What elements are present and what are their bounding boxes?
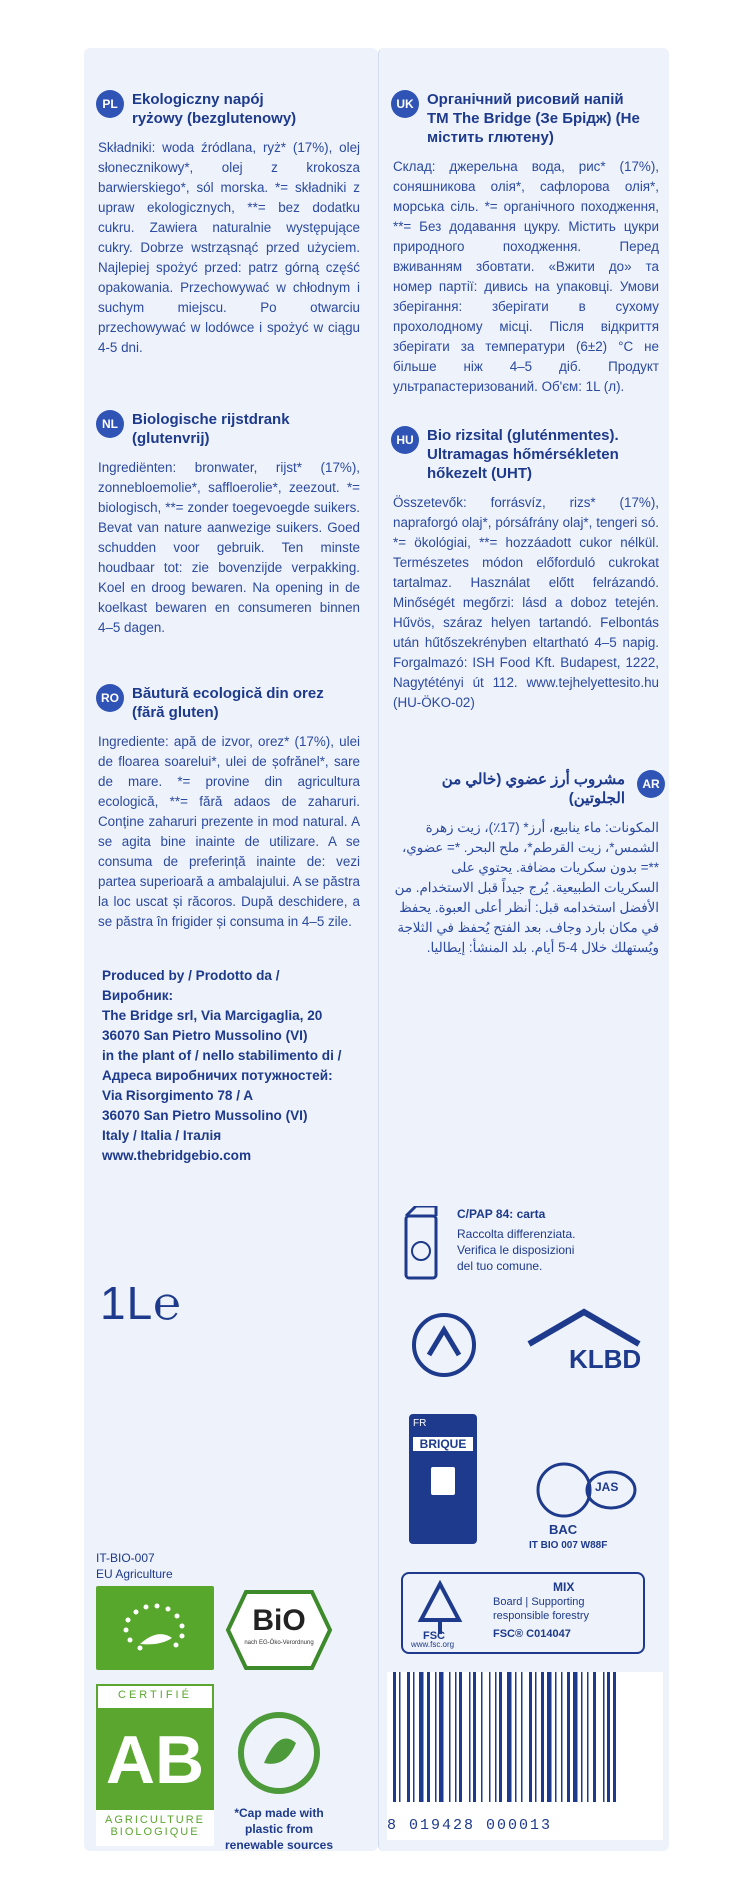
ab-certification-logo [96,1684,214,1846]
bin-icon [423,1459,463,1499]
klbd-text: KLBD [569,1344,642,1374]
section-body-uk: Склад: джерельна вода, рис* (17%), соняшникова олія*, сафлорова олія*, морська сіль. *= органічного походження, **= Без додавання цукру. Містить цукри природного походження. Перед вживанням збовтати. «Вжити до» та номер партії: дивись на упаковці. Умови зберігання: зберігати в сухому прохолодному місці. Після відкриття зберігати за температури (6±2) °С не більше ніж 4–5 діб. Продукт ультрапастеризований. Об'єм: 1L (л). [393,159,659,394]
carton-recycle-icon [401,1206,441,1286]
producer-block [102,966,364,1166]
fsc-code: FSC® C014047 [493,1628,571,1640]
section-title-nl: Biologische rijstdrank (glutenvrij) [132,411,290,447]
cap-note-text: *Cap made with plastic from renewable sources [224,1806,334,1852]
barcode-bars [387,1672,663,1812]
fsc-label: FSC [423,1630,445,1642]
cap-plastic-note [224,1708,354,1858]
section-nl [98,410,360,638]
language-badge-ar: AR [637,770,665,798]
triman-icon [409,1310,479,1380]
left-panel [84,48,378,1851]
fsc-mix: MIX [553,1580,575,1594]
barcode-digits: 8 019428 000013 [387,1817,553,1834]
section-pl [98,90,360,358]
language-badge-nl: NL [96,410,124,438]
fsc-line2: responsible forestry [493,1610,589,1622]
producer-website: www.thebridgebio.com [102,1148,252,1163]
section-title-ar: مشروب أرز عضوي (خالي من الجلوتين) [441,771,625,807]
producer-line: Адреса виробничих потужностей: [102,1068,333,1083]
recycling-code: C/PAP 84: carta [457,1207,546,1221]
section-title-hu: Bio rizsital (gluténmentes). Ultramagas hőmérsékleten hőkezelt (UHT) [427,427,619,482]
ab-agriculture-text: AGRICULTURE [104,1814,206,1826]
language-badge-ro: RO [96,684,124,712]
recycling-line: del tuo comune. [457,1259,543,1273]
producer-line: 36070 San Pietro Mussolino (VI) [102,1108,308,1123]
section-body-ro: Ingrediente: apă de izvor, orez* (17%), ulei de floarea soarelui*, ulei de șofrănel*, sare de mare. *= provine din agricultura ecologică, **= fără adaos de zaharuri. Conține zaharuri prezente in mod natural. A se agita bine inainte de utilizare. A se consuma de preferință inainte de: vezi partea superioară a ambalajului. A se păstra la loc uscat și răcoros. După deschidere, a se păstra în frigider și consuma in 4–5 zile. [98,734,360,929]
organic-code: IT-BIO-007 [96,1551,155,1565]
language-badge-hu: HU [391,426,419,454]
section-body-pl: Składniki: woda źródlana, ryż* (17%), olej słonecznikowy*, olej z krokosza barwierskiego*, sól morska. *= składniki z upraw ekologicznych, **= bez dodatku cukru. Zawiera naturalnie występujące cukry. Dobrze wstrząsnąć przed użyciem. Najlepiej spożyć przed: patrz górną część opakowania. Przechowywać w chłodnym i suchym miejscu. Po otwarciu przechowywać w lodówce i spożyć w ciągu 4-5 dni. [98,140,360,355]
producer-line: Italy / Italia / Італія [102,1128,222,1143]
language-badge-uk: UK [391,90,419,118]
section-ar [393,770,659,958]
jas-text: JAS [595,1480,619,1494]
volume-label: 1L℮ [100,1277,182,1329]
section-ro [98,684,360,932]
eu-organic-leaf-logo [96,1586,214,1670]
brique-label: BRIQUE [413,1437,473,1451]
section-uk [393,90,659,397]
eu-leaf-stars-icon [110,1598,200,1658]
section-body-nl: Ingrediënten: bronwater, rijst* (17%), zonnebloemolie*, saffloerolie*, zeezout. *= biologisch, **= zonder toegevoegde suikers. Bevat van nature aanwezige suikers. Goed schudden voor gebruik. Ten minste houdbaar tot: zie bovenzijde verpakking. Koel en droog bewaren. Na opening in de koelkast bewaren en consumeren binnen 4–5 dagen. [98,460,360,635]
eu-agriculture-label: EU Agriculture [96,1567,173,1581]
fsc-logo [401,1572,645,1654]
jas-icon [529,1460,649,1520]
fsc-url: www.fsc.org [411,1640,455,1649]
producer-line: in the plant of / nello stabilimento di / [102,1048,342,1063]
german-bio-seal [224,1588,334,1672]
ab-biologique-text: BIOLOGIQUE [110,1826,200,1838]
jas-logo [529,1460,649,1550]
fsc-line1: Board | Supporting [493,1596,585,1608]
right-panel [378,48,669,1851]
triman-logo [409,1310,479,1380]
producer-line: Via Risorgimento 78 / A [102,1088,254,1103]
klbd-logo [519,1304,649,1394]
section-hu [393,426,659,713]
barcode [387,1672,663,1840]
bio-seal-text: BiO [252,1604,306,1637]
producer-line: The Bridge srl, Via Marcigaglia, 20 [102,1008,323,1023]
ab-certifie-text: CERTIFIÉ [96,1684,214,1710]
recycling-line: Verifica le disposizioni [457,1243,575,1257]
bac-text: BAC [549,1522,578,1537]
ab-letters: AB [96,1710,214,1810]
brique-fr-label: FR [413,1418,427,1429]
producer-line: Виробник: [102,988,174,1003]
plant-cycle-icon [234,1708,324,1798]
section-title-pl: Ekologiczny napój ryżowy (bezglutenowy) [132,91,297,127]
producer-line: Produced by / Prodotto da / [102,968,280,983]
section-title-ro: Băutură ecologică din orez (fără gluten) [132,685,324,721]
recycling-line: Raccolta differenziata. [457,1227,576,1241]
section-body-hu: Összetevők: forrásvíz, rizs* (17%), napraforgó olaj*, pórsáfrány olaj*, tengeri só. *= ökológiai, **= hozzáadott cukor nélkül. Természetes módon előforduló cukrokat tartalmaz. Használat előtt felrázandó. Minőségét megőrzi: lásd a doboz tetején. Hűvös, száraz helyen tartandó. Felbontás után hűtőszekrényben eltartható 4–5 napig. Forgalmazó: ISH Food Kft. Budapest, 1222, Nagytétényi út 112. www.tejhelyettesito.hu (HU-ÖKO-02) [393,495,659,710]
section-title-uk: Органічний рисовий напій TM The Bridge (Зе Брідж) (Не містить глютену) [427,91,640,146]
bio-seal-subtext: nach EG-Öko-Verordnung [244,1640,314,1646]
brique-logo [409,1414,477,1544]
recycling-block [401,1206,661,1274]
producer-line: 36070 San Pietro Mussolino (VI) [102,1028,308,1043]
language-badge-pl: PL [96,90,124,118]
jas-code: IT BIO 007 W88F [529,1540,608,1551]
section-body-ar: المكونات: ماء ينابيع، أرز* (17٪)، زيت زهرة الشمس*، زيت القرطم*، ملح البحر. *= عضوي، **= بدون سكريات مضافة. يحتوي على السكريات الطبيعية. يُرج جيداً قبل الاستخدام. من الأفضل استخدامه قبل: أنظر أعلى العبوة. يحفظ في مكان بارد وجاف. بعد الفتح يُحفظ في الثلاجة ويُستهلك خلال 4-5 أيام. بلد المنشأ: إيطاليا. [394,820,659,955]
